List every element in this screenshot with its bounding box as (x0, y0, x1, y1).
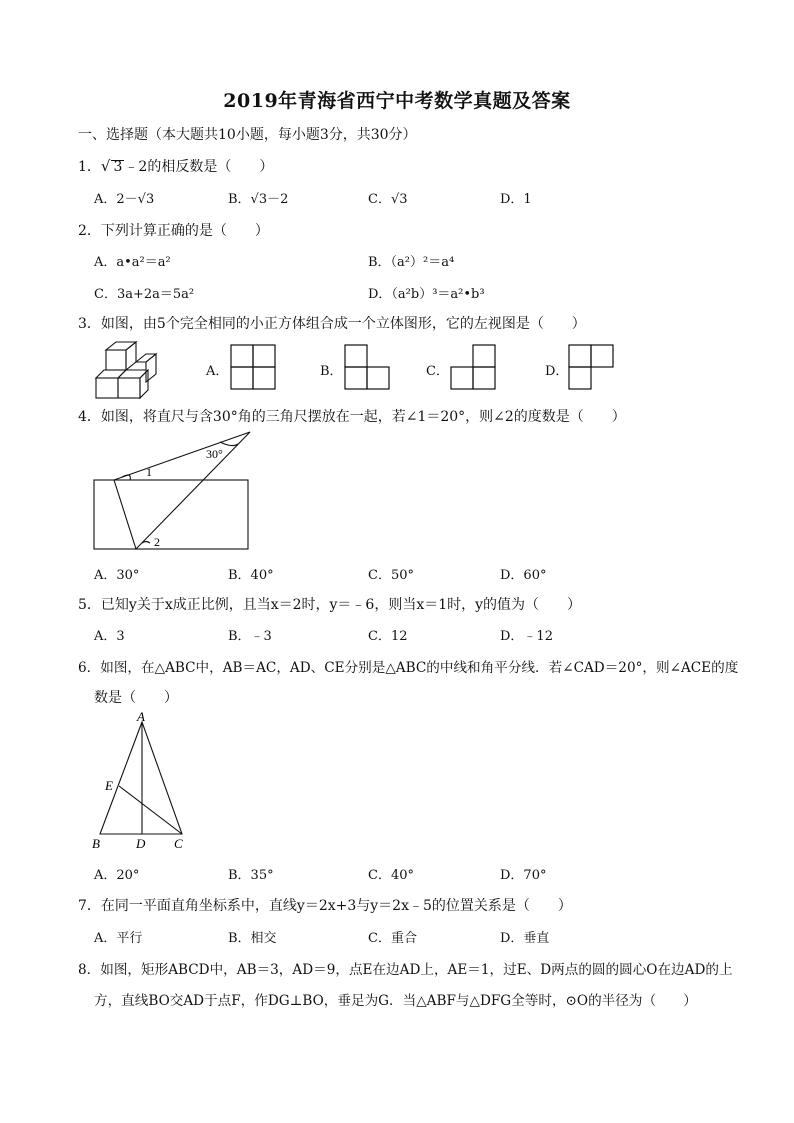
q3-option-d-figure (568, 344, 616, 390)
question-6-stem-line-2: 数是（ ） (94, 690, 178, 706)
q7-option-d[interactable]: D．垂直 (500, 931, 550, 946)
angle-1-label: 1 (146, 465, 152, 479)
q6-option-b[interactable]: B．35° (228, 868, 274, 883)
question-1-stem-text: ﹣2的相反数是（ ） (124, 159, 274, 175)
q4-option-c[interactable]: C．50° (368, 568, 414, 583)
question-1-number: 1． (78, 159, 101, 175)
angle-30-label: 30° (206, 447, 223, 461)
vertex-b-label: B (92, 836, 100, 851)
q1-option-d[interactable]: D．1 (500, 192, 532, 207)
q4-option-a[interactable]: A．30° (94, 568, 140, 583)
question-1-stem (78, 156, 273, 176)
set-square-triangle (114, 432, 250, 549)
question-3-stem: 3．如图，由5个完全相同的小正方体组合成一个立体图形，它的左视图是（ ） (78, 316, 586, 332)
isosceles-triangle-figure (90, 710, 190, 852)
q7-option-a[interactable]: A．平行 (94, 931, 143, 946)
q2-option-d[interactable]: D．（a²b）³＝a²•b³ (368, 287, 485, 302)
point-e-label: E (105, 778, 113, 793)
q3-option-a-figure (230, 344, 276, 390)
q3-option-c[interactable]: C． (426, 364, 449, 379)
radical-sign: √ (100, 157, 111, 175)
question-4-stem: 4．如图，将直尺与含30°角的三角尺摆放在一起，若∠1＝20°，则∠2的度数是（ ） (78, 409, 626, 425)
question-8-stem-line-2: 方，直线BO交AD于点F，作DG⊥BO，垂足为G．当△ABF与△DFG全等时，⊙O的半径为（ ） (94, 993, 697, 1009)
vertex-a-label: A (137, 709, 145, 724)
q3-option-a[interactable]: A． (206, 364, 229, 379)
q1-option-b[interactable]: B．√3－2 (228, 192, 289, 207)
page-title: 2019年青海省西宁中考数学真题及答案 (223, 90, 571, 112)
q6-option-c[interactable]: C．40° (368, 868, 414, 883)
q2-option-c[interactable]: C．3a+2a＝5a² (94, 287, 195, 302)
q5-option-a[interactable]: A．3 (94, 629, 125, 644)
cube-stack-figure (94, 338, 164, 400)
q3-option-d[interactable]: D． (545, 364, 569, 379)
q6-option-a[interactable]: A．20° (94, 868, 140, 883)
q3-option-b-figure (344, 344, 392, 390)
q6-option-d[interactable]: D．70° (500, 868, 547, 883)
q5-option-c[interactable]: C．12 (368, 629, 408, 644)
q3-option-b[interactable]: B． (320, 364, 343, 379)
q5-option-b[interactable]: B．﹣3 (228, 629, 272, 644)
q2-option-b[interactable]: B．（a²）²＝a⁴ (368, 255, 455, 270)
point-d-label: D (136, 836, 146, 851)
question-2-stem: 2．下列计算正确的是（ ） (78, 223, 269, 239)
q4-option-d[interactable]: D．60° (500, 568, 547, 583)
question-7-stem: 7．在同一平面直角坐标系中，直线y＝2x+3与y＝2x﹣5的位置关系是（ ） (78, 898, 572, 914)
question-5-stem: 5．已知y关于x成正比例，且当x＝2时，y＝﹣6，则当x＝1时，y的值为（ ） (78, 597, 582, 613)
q2-option-a[interactable]: A．a•a²＝a² (94, 255, 171, 270)
section-heading: 一、选择题（本大题共10小题，每小题3分，共30分） (78, 127, 417, 143)
q3-option-c-figure (450, 344, 498, 390)
ruler-triangle-figure (92, 428, 252, 554)
radicand: 3 (113, 159, 123, 175)
q5-option-d[interactable]: D．﹣12 (500, 629, 553, 644)
question-6-stem-line-1: 6．如图，在△ABC中，AB＝AC，AD、CE分别是△ABC的中线和角平分线．若∠CAD＝20°，则∠ACE的度 (78, 660, 739, 676)
vertex-c-label: C (174, 836, 183, 851)
q1-option-c[interactable]: C．√3 (368, 192, 408, 207)
q7-option-b[interactable]: B．相交 (228, 931, 277, 946)
q4-option-b[interactable]: B．40° (228, 568, 274, 583)
q1-option-a[interactable]: A．2－√3 (94, 192, 155, 207)
question-8-stem-line-1: 8．如图，矩形ABCD中，AB＝3，AD＝9，点E在边AD上，AE＝1，过E、D两点的圆的圆心O在边AD的上 (78, 962, 733, 978)
bisector-ce (119, 786, 182, 834)
q7-option-c[interactable]: C．重合 (368, 931, 417, 946)
angle-2-label: 2 (154, 535, 160, 549)
